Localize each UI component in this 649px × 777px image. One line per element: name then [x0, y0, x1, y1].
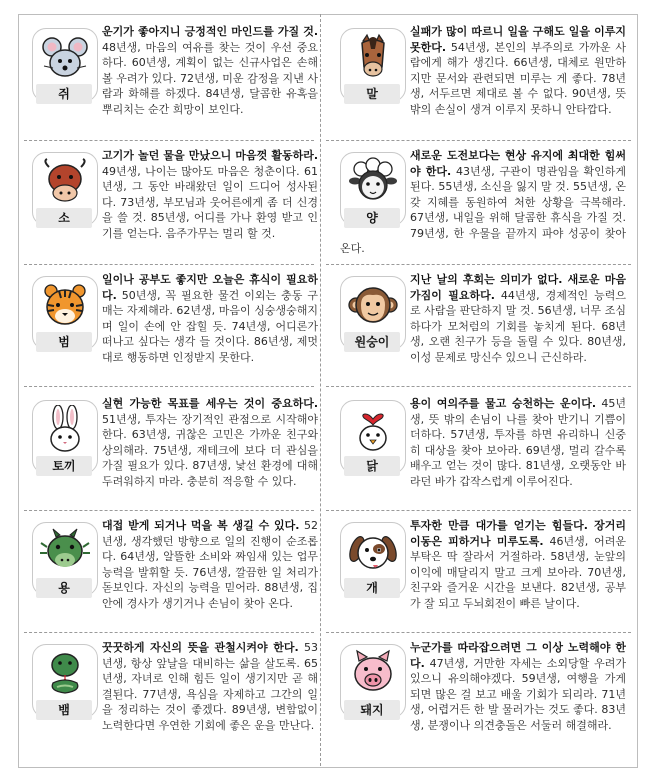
- row-divider: [326, 632, 631, 633]
- fortune-entry-snake: [32, 640, 318, 750]
- animal-label: 돼지: [344, 700, 400, 720]
- fortune-headline: 일이나 공부도 좋지만 오늘은 휴식이 필요하다.: [102, 273, 318, 302]
- fortune-entry-horse: [340, 24, 626, 134]
- animal-label: 토끼: [36, 456, 92, 476]
- animal-label: 뱀: [36, 700, 92, 720]
- mouse-badge: [32, 28, 98, 102]
- fortune-headline: 지난 날의 후회는 의미가 없다. 새로운 마음가짐이 필요하다.: [410, 273, 626, 302]
- horse-badge: [340, 28, 406, 102]
- sheep-badge: [340, 152, 406, 226]
- rabbit-icon: [39, 405, 91, 453]
- dragon-badge: [32, 522, 98, 596]
- fortune-headline: 누군가를 따라잡으려면 그 이상 노력해야 한다.: [410, 641, 626, 670]
- fortune-entry-dragon: [32, 518, 318, 628]
- row-divider: [24, 264, 314, 265]
- mouse-icon: [39, 33, 91, 81]
- row-divider: [326, 510, 631, 511]
- sheep-icon: [347, 157, 399, 205]
- fortune-body: 47년생, 거만한 자세는 소외당할 우려가 있으니 유의해야겠다. 59년생, 여행을 가게 되면 많은 걸 보고 배울 기회가 되리라. 71년생, 어렵거든 한 발 물러가는 것도 좋다. 83년생, 분쟁이나 의견충돌은 서둘러 해결해라.: [410, 656, 626, 732]
- fortune-entry-rabbit: [32, 396, 318, 506]
- fortune-headline: 운기가 좋아지니 긍정적인 마인드를 가질 것.: [102, 25, 318, 38]
- row-divider: [24, 386, 314, 387]
- tiger-icon: [39, 281, 91, 329]
- fortune-body: 52년생, 생각했던 방향으로 일의 진행이 순조롭다. 64년생, 알뜰한 소비와 짜임새 있는 업무능력을 발휘할 듯. 76년생, 깔끔한 일 처리가 돋보인다. 자신의 능력을 믿어라. 88년생, 집안에 경사가 생기거나 손님이 찾아 온다.: [102, 519, 318, 610]
- rabbit-badge: [32, 400, 98, 474]
- fortune-body: 43년생, 구관이 명관임을 확인하게 된다. 55년생, 소신을 잃지 말 것. 55년생, 온갖 지혜를 동원하여 처한 상황을 극복해라. 67년생, 내일을 위해 달콤한 휴식을 가질 것. 79년생, 한 우물을 끝까지 파야 성공이 찾아 온다.: [340, 164, 626, 255]
- monkey-badge: [340, 276, 406, 350]
- fortune-body: 54년생, 본인의 부주의로 가까운 사람에게 해가 생긴다. 66년생, 대체로 원만하지만 문서와 관련되면 미루는 게 좋다. 78년생, 서두르면 제대로 볼 수 없다. 90년생, 뜻밖의 손실이 생겨 이루지 못하니 안타깝다.: [410, 40, 626, 116]
- fortune-body: 45년생, 뜻 밖의 손님이 나를 찾아 반기니 기쁨이 더하다. 57년생, 투자를 하면 유리하니 신중히 대상을 찾아 보아라. 69년생, 멀리 갈수록 배우고 얻는 것이 많다. 81년생, 오랫동안 바라던 바가 갑작스럽게 이루어진다.: [410, 397, 626, 488]
- animal-label: 원숭이: [344, 332, 400, 352]
- animal-label: 양: [344, 208, 400, 228]
- snake-badge: [32, 644, 98, 718]
- snake-icon: [39, 649, 91, 697]
- fortune-entry-pig: [340, 640, 626, 750]
- horse-icon: [347, 33, 399, 81]
- column-divider: [320, 14, 321, 766]
- animal-label: 말: [344, 84, 400, 104]
- fortune-body: 53년생, 항상 앞날을 대비하는 삶을 살도록. 65년생, 자녀로 인해 힘든 일이 생기지만 곧 해결된다. 77년생, 욕심을 자제하고 그간의 일을 정리하는 것이 좋겠다. 89년생, 변함없이 노력한다면 우연한 기회에 좋은 운을 만난다.: [102, 641, 318, 732]
- row-divider: [24, 632, 314, 633]
- chicken-badge: [340, 400, 406, 474]
- fortune-entry-ox: [32, 148, 318, 258]
- fortune-body: 44년생, 경제적인 능력으로 사람을 판단하지 말 것. 56년생, 너무 조심하다가 모처럼의 기회를 놓치게 된다. 68년생, 오랜 친구가 등을 돌릴 수 있다. 80년생, 이성 문제로 망신수 있으니 근신하라.: [410, 288, 626, 364]
- fortune-body: 51년생, 투자는 장기적인 관점으로 시작해야 한다. 63년생, 귀찮은 고민은 가까운 친구와 상의해라. 75년생, 재테크에 보다 더 관심을 가질 필요가 있다. 87년생, 낯선 환경에 대해 두려워하지 마라. 충분히 적응할 수 있다.: [102, 412, 318, 488]
- animal-label: 쥐: [36, 84, 92, 104]
- fortune-headline: 실패가 많이 따르니 일을 구해도 일을 이루지 못한다.: [410, 25, 626, 54]
- row-divider: [326, 386, 631, 387]
- pig-badge: [340, 644, 406, 718]
- animal-label: 닭: [344, 456, 400, 476]
- dog-badge: [340, 522, 406, 596]
- row-divider: [24, 140, 314, 141]
- fortune-headline: 용이 여의주를 물고 승천하는 운이다.: [410, 397, 597, 410]
- fortune-entry-rooster: [340, 396, 626, 506]
- fortune-headline: 꿋꿋하게 자신의 뜻을 관철시켜야 한다.: [102, 641, 299, 654]
- animal-label: 소: [36, 208, 92, 228]
- fortune-entry-sheep: [340, 148, 626, 258]
- fortune-headline: 새로운 도전보다는 현상 유지에 최대한 힘써야 한다.: [410, 149, 626, 178]
- monkey-icon: [347, 281, 399, 329]
- row-divider: [24, 510, 314, 511]
- dog-icon: [347, 527, 399, 575]
- pig-icon: [347, 649, 399, 697]
- fortune-headline: 투자한 만큼 대가를 얻기는 힘들다. 장거리 이동은 피하거나 미루도록.: [410, 519, 626, 548]
- animal-label: 개: [344, 578, 400, 598]
- fortune-body: 46년생, 어려운 부탁은 딱 잘라서 거절하라. 58년생, 눈앞의 이익에 매달리지 말고 크게 보아라. 70년생, 친구와 즐거운 시간을 보낸다. 82년생, 공부가 잘 되고 두뇌회전이 빠른 날이다.: [410, 534, 626, 610]
- animal-label: 범: [36, 332, 92, 352]
- row-divider: [326, 264, 631, 265]
- fortune-body: 50년생, 꼭 필요한 물건 이외는 충동 구매는 자제해라. 62년생, 마음이 싱숭생숭해지며 일이 손에 안 잡힐 듯. 74년생, 어디론가 떠나고 싶다는 생각 들 것이다. 86년생, 제멋대로 행동하면 인정받지 못한다.: [102, 288, 318, 364]
- fortune-entry-tiger: [32, 272, 318, 382]
- row-divider: [326, 140, 631, 141]
- fortune-body: 49년생, 나이는 많아도 마음은 청춘이다. 61년생, 그 동안 바래왔던 일이 드디어 성사된다. 73년생, 부모님과 웃어른에게 좀 더 신경을 쓸 것. 85년생, 어디를 가나 환영 받고 인기를 얻는다. 음주가무는 멀리 할 것.: [102, 164, 318, 240]
- fortune-headline: 고기가 놀던 물을 만났으니 마음껏 활동하라.: [102, 149, 318, 162]
- cow-badge: [32, 152, 98, 226]
- fortune-body: 48년생, 마음의 여유를 찾는 것이 우선 중요하다. 60년생, 계획이 없는 신규사업은 손해 볼 우려가 있다. 72년생, 미운 감정을 지낸 사람과 화해를 하겠다. 84년생, 달콤한 유혹을 뿌리치는 순간 희망이 보인다.: [102, 40, 318, 116]
- fortune-entry-dog: [340, 518, 626, 628]
- animal-label: 용: [36, 578, 92, 598]
- fortune-headline: 실현 가능한 목표를 세우는 것이 중요하다.: [102, 397, 318, 410]
- dragon-icon: [39, 527, 91, 575]
- chicken-icon: [347, 405, 399, 453]
- fortune-entry-monkey: [340, 272, 626, 382]
- cow-icon: [39, 157, 91, 205]
- fortune-entry-rat: [32, 24, 318, 134]
- tiger-badge: [32, 276, 98, 350]
- fortune-headline: 대접 받게 되거나 먹을 복 생길 수 있다.: [102, 519, 300, 532]
